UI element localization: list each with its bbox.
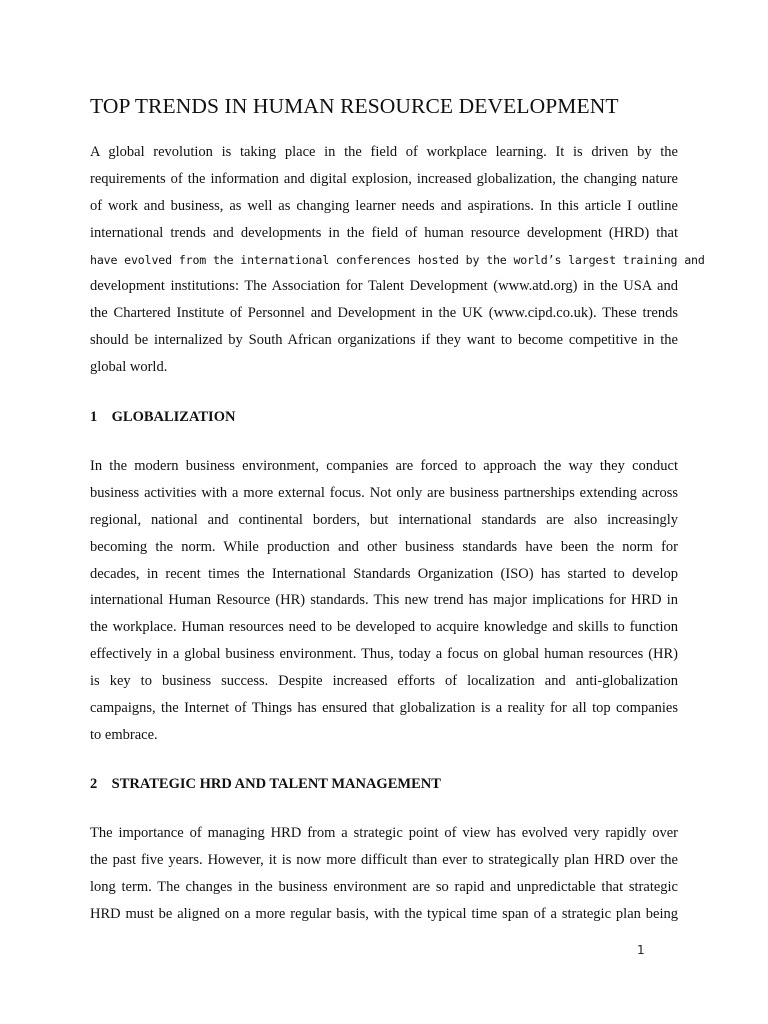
paragraph-line: global world.	[90, 359, 168, 376]
section-title: GLOBALIZATION	[111, 409, 236, 425]
globalization-paragraph	[90, 453, 678, 749]
paragraph-line: international Human Resource (HR) standards. This new trend has major implications for HRD in	[90, 592, 678, 609]
paragraph-line: to embrace.	[90, 726, 158, 743]
paragraph-line: the past five years. However, it is now more difficult than ever to strategically plan HRD over the	[90, 851, 678, 868]
paragraph-line: the workplace. Human resources need to be developed to acquire knowledge and skills to function	[90, 619, 678, 636]
paragraph-line: In the modern business environment, companies are forced to approach the way they conduct	[90, 458, 678, 474]
paragraph-line: campaigns, the Internet of Things has ensured that globalization is a reality for all top companies	[90, 700, 678, 717]
paragraph-line: is key to business success. Despite increased efforts of localization and anti-globalization	[90, 673, 678, 690]
paragraph-line: the Chartered Institute of Personnel and Development in the UK (www.cipd.co.uk). These trends	[90, 305, 678, 322]
section-heading-strategic-hrd	[90, 774, 441, 794]
paragraph-line: HRD must be aligned on a more regular basis, with the typical time span of a strategic plan being	[90, 905, 678, 922]
paragraph-line: should be internalized by South African organizations if they want to become competitive in the	[90, 332, 678, 349]
section-number: 1	[90, 409, 98, 425]
strategic-hrd-paragraph	[90, 820, 678, 928]
paragraph-line: business activities with a more external focus. Not only are business partnerships extending across	[90, 484, 678, 501]
paragraph-line: international trends and developments in the field of human resource development (HRD) that	[90, 224, 678, 241]
paragraph-line: effectively in a global business environment. Thus, today a focus on global human resources (HR)	[90, 646, 678, 663]
section-number: 2	[90, 776, 98, 792]
section-heading-globalization	[90, 407, 235, 427]
paragraph-line: The importance of managing HRD from a strategic point of view has evolved very rapidly over	[90, 825, 678, 841]
document-title: TOP TRENDS IN HUMAN RESOURCE DEVELOPMENT	[90, 94, 619, 118]
paragraph-line: A global revolution is taking place in the field of workplace learning. It is driven by the	[90, 144, 678, 160]
section-title: STRATEGIC HRD AND TALENT MANAGEMENT	[111, 776, 441, 792]
intro-paragraph	[90, 139, 705, 381]
paragraph-line: long term. The changes in the business environment are so rapid and unpredictable that strategic	[90, 878, 678, 895]
paragraph-line: becoming the norm. While production and other business standards have been the norm for	[90, 538, 678, 555]
paragraph-line: have evolved from the international conferences hosted by the world’s largest training and	[90, 252, 705, 267]
paragraph-line: requirements of the information and digital explosion, increased globalization, the changing nature	[90, 170, 678, 187]
paragraph-line: decades, in recent times the International Standards Organization (ISO) has started to develop	[90, 565, 678, 582]
page-number: 1	[637, 943, 645, 957]
paragraph-line: regional, national and continental borders, but international standards are also increasingly	[90, 511, 678, 528]
paragraph-line: of work and business, as well as changing learner needs and aspirations. In this article I outline	[90, 197, 678, 214]
paragraph-line: development institutions: The Association for Talent Development (www.atd.org) in the USA and	[90, 278, 678, 295]
